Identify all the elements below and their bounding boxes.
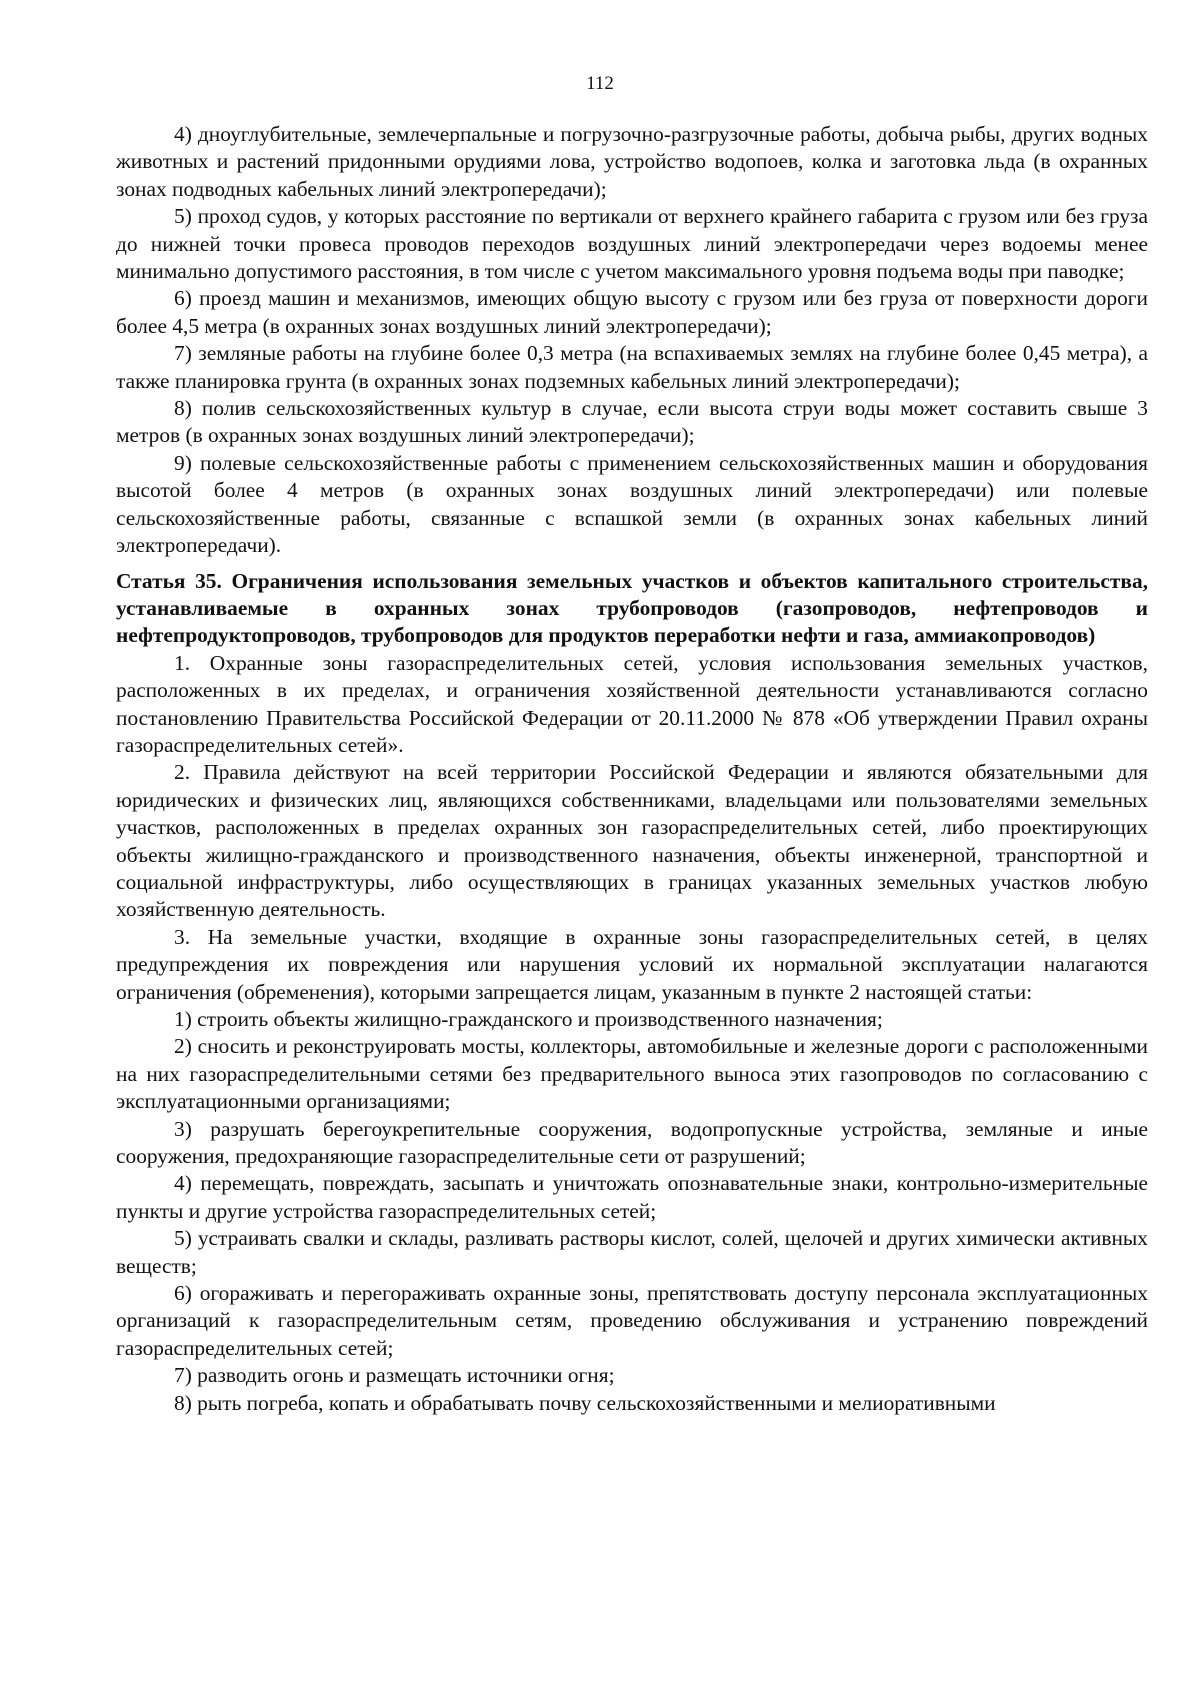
prohibition-item-4: 4) перемещать, повреждать, засыпать и уничтожать опознавательные знаки, контрольно-измерительные пункты и другие устройства газораспределительных сетей; — [116, 1171, 1148, 1223]
list-item-5: 5) проход судов, у которых расстояние по вертикали от верхнего крайнего габарита с грузом или без груза до нижней точки провеса проводов переходов воздушных линий электропередачи через водоемы менее минимально допустимого расстояния, в том числе с учетом максимального уровня подъема воды при паводке; — [116, 204, 1148, 284]
prohibition-item-8: 8) рыть погреба, копать и обрабатывать почву сельскохозяйственными и мелиоративными — [174, 1390, 996, 1415]
clause-1: 1. Охранные зоны газораспределительных сетей, условия использования земельных участков, расположенных в их пределах, и ограничения хозяйственной деятельности устанавливаются согласно постановлению Правительства Российской Федерации от 20.11.2000 № 878 «Об утверждении Правил охраны газораспределительных сетей». — [116, 650, 1148, 757]
list-item-8: 8) полив сельскохозяйственных культур в случае, если высота струи воды может составить свыше 3 метров (в охранных зонах воздушных линий электропередачи); — [116, 396, 1148, 448]
list-item-6: 6) проезд машин и механизмов, имеющих общую высоту с грузом или без груза от поверхности дороги более 4,5 метра (в охранных зонах воздушных линий электропередачи); — [116, 286, 1148, 338]
list-item-7: 7) земляные работы на глубине более 0,3 метра (на вспахиваемых землях на глубине более 0,45 метра), а также планировка грунта (в охранных зонах подземных кабельных линий электропередачи); — [116, 341, 1148, 393]
list-item-4: 4) дноуглубительные, землечерпальные и погрузочно-разгрузочные работы, добыча рыбы, других водных животных и растений придонными орудиями лова, устройство водопоев, колка и заготовка льда (в охранных зонах подводных кабельных линий электропередачи); — [116, 122, 1148, 201]
prohibition-item-6: 6) огораживать и перегораживать охранные зоны, препятствовать доступу персонала эксплуатационных организаций к газораспределительным сетям, проведению обслуживания и устранению повреждений газораспределительных сетей; — [116, 1281, 1148, 1360]
prohibition-item-7: 7) разводить огонь и размещать источники огня; — [174, 1363, 615, 1388]
prohibition-item-2: 2) сносить и реконструировать мосты, коллекторы, автомобильные и железные дороги с расположенными на них газораспределительными сетями без предварительного выноса этих газопроводов по согласованию с эксплуатационными организациями; — [116, 1034, 1148, 1114]
document-body — [116, 121, 1148, 1417]
list-item-9: 9) полевые сельскохозяйственные работы с применением сельскохозяйственных машин и оборудования высотой более 4 метров (в охранных зонах воздушных линий электропередачи) или полевые сельскохозяйственные работы, связанные с вспашкой земли (в охранных зонах кабельных линий электропередачи). — [116, 450, 1148, 558]
prohibition-item-5: 5) устраивать свалки и склады, разливать растворы кислот, солей, щелочей и других химически активных веществ; — [116, 1226, 1148, 1278]
page-number: 112 — [586, 73, 614, 94]
prohibition-item-1: 1) строить объекты жилищно-гражданского и производственного назначения; — [174, 1007, 883, 1031]
clause-2: 2. Правила действуют на всей территории Российской Федерации и являются обязательными для юридических и физических лиц, являющихся собственниками, владельцами или пользователями земельных участков, расположенных в пределах охранных зон газораспределительных сетей, либо проектирующих объекты жилищно-гражданского и производственного назначения, объекты инженерной, транспортной и социальной инфраструктуры, либо осуществляющих в границах указанных земельных участков любую хозяйственную деятельность. — [116, 760, 1148, 922]
article-heading: Статья 35. Ограничения использования земельных участков и объектов капитального строительства, устанавливаемые в охранных зонах трубопроводов (газопроводов, нефтепроводов и нефтепродуктопроводов, трубопроводов для продуктов переработки нефти и газа, аммиакопроводов) — [116, 568, 1148, 648]
clause-3: 3. На земельные участки, входящие в охранные зоны газораспределительных сетей, в целях предупреждения их повреждения или нарушения условий их нормальной эксплуатации налагаются ограничения (обременения), которыми запрещается лицам, указанным в пункте 2 настоящей статьи: — [116, 924, 1148, 1004]
prohibition-item-3: 3) разрушать берегоукрепительные сооружения, водопропускные устройства, земляные и иные сооружения, предохраняющие газораспределительные сети от разрушений; — [116, 1116, 1148, 1169]
